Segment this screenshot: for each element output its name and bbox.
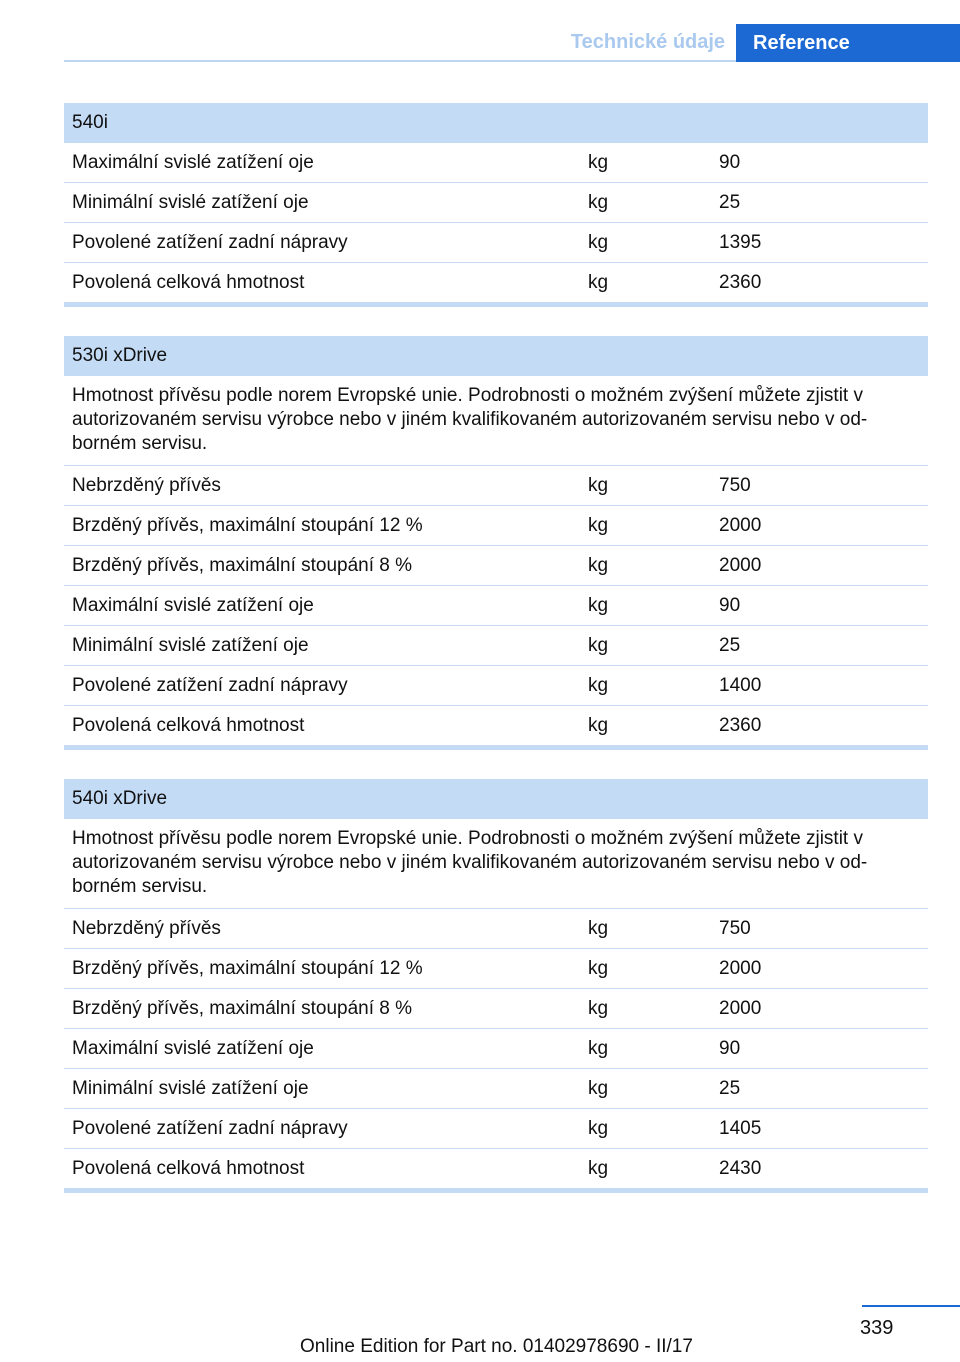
row-label: Povolené zatížení zadní nápravy bbox=[72, 675, 348, 696]
row-unit: kg bbox=[588, 555, 609, 576]
row-unit: kg bbox=[588, 152, 609, 173]
row-unit: kg bbox=[588, 918, 609, 939]
row-value: 2000 bbox=[719, 515, 762, 536]
row-unit: kg bbox=[588, 192, 609, 213]
footer-rule bbox=[862, 1305, 960, 1307]
spec-table-540i bbox=[64, 103, 928, 307]
row-label: Brzděný přívěs, maximální stoupání 8 % bbox=[72, 998, 413, 1019]
row-value: 25 bbox=[719, 1078, 741, 1099]
row-label: Povolené zatížení zadní nápravy bbox=[72, 232, 348, 253]
row-unit: kg bbox=[588, 635, 609, 656]
row-label: Povolená celková hmotnost bbox=[72, 1158, 305, 1179]
table-row bbox=[64, 1069, 928, 1109]
row-label: Minimální svislé zatížení oje bbox=[72, 1078, 309, 1099]
row-value: 2000 bbox=[719, 958, 762, 979]
table-note: Hmotnost přívěsu podle norem Evropské unie. Podrobnosti o možném zvýšení můžete zjistit v autorizovaném servisu výrobce nebo v jiném kvalifikovaném autorizovaném servisu nebo v odborném servisu. bbox=[64, 819, 928, 909]
table-row bbox=[64, 949, 928, 989]
header-section-title: Technické údaje bbox=[570, 31, 726, 53]
row-value: 1395 bbox=[719, 232, 762, 253]
row-value: 90 bbox=[719, 1038, 741, 1059]
table-end-rule bbox=[64, 746, 928, 750]
row-unit: kg bbox=[588, 1078, 609, 1099]
table-row bbox=[64, 706, 928, 746]
row-value: 25 bbox=[719, 192, 741, 213]
row-label: Maximální svislé zatížení oje bbox=[72, 1038, 314, 1059]
row-label: Minimální svislé zatížení oje bbox=[72, 192, 309, 213]
row-unit: kg bbox=[588, 272, 609, 293]
row-unit: kg bbox=[588, 595, 609, 616]
table-row bbox=[64, 1149, 928, 1189]
row-value: 25 bbox=[719, 635, 741, 656]
row-value: 750 bbox=[719, 475, 751, 496]
row-value: 90 bbox=[719, 595, 741, 616]
row-unit: kg bbox=[588, 1038, 609, 1059]
table-row bbox=[64, 909, 928, 949]
row-label: Maximální svislé zatížení oje bbox=[72, 595, 314, 616]
row-value: 2360 bbox=[719, 715, 762, 736]
table-row bbox=[64, 223, 928, 263]
table-title: 540i xDrive bbox=[64, 779, 928, 819]
row-unit: kg bbox=[588, 998, 609, 1019]
row-label: Povolená celková hmotnost bbox=[72, 272, 305, 293]
header-tab-reference: Reference bbox=[736, 24, 960, 62]
table-note: Hmotnost přívěsu podle norem Evropské unie. Podrobnosti o možném zvýšení můžete zjistit v autorizovaném servisu výrobce nebo v jiném kvalifikovaném autorizovaném servisu nebo v odborném servisu. bbox=[64, 376, 928, 466]
row-unit: kg bbox=[588, 715, 609, 736]
table-row bbox=[64, 263, 928, 303]
table-end-rule bbox=[64, 1189, 928, 1193]
table-end-rule bbox=[64, 303, 928, 307]
row-label: Brzděný přívěs, maximální stoupání 8 % bbox=[72, 555, 413, 576]
row-value: 750 bbox=[719, 918, 751, 939]
table-row bbox=[64, 466, 928, 506]
row-value: 90 bbox=[719, 152, 741, 173]
table-row bbox=[64, 666, 928, 706]
row-unit: kg bbox=[588, 1118, 609, 1139]
table-row bbox=[64, 506, 928, 546]
row-value: 2000 bbox=[719, 555, 762, 576]
row-label: Nebrzděný přívěs bbox=[72, 918, 221, 939]
row-value: 2000 bbox=[719, 998, 762, 1019]
table-row bbox=[64, 626, 928, 666]
row-value: 1400 bbox=[719, 675, 762, 696]
row-value: 1405 bbox=[719, 1118, 762, 1139]
page-number: 339 bbox=[860, 1317, 894, 1339]
row-label: Minimální svislé zatížení oje bbox=[72, 635, 309, 656]
row-unit: kg bbox=[588, 475, 609, 496]
table-row bbox=[64, 546, 928, 586]
row-unit: kg bbox=[588, 232, 609, 253]
spec-table-530i-xdrive bbox=[64, 336, 928, 750]
table-row bbox=[64, 1109, 928, 1149]
table-title: 530i xDrive bbox=[64, 336, 928, 376]
table-row bbox=[64, 143, 928, 183]
row-unit: kg bbox=[588, 515, 609, 536]
row-unit: kg bbox=[588, 675, 609, 696]
footer-edition: Online Edition for Part no. 01402978690 - II/17 bbox=[300, 1336, 693, 1357]
row-label: Povolená celková hmotnost bbox=[72, 715, 305, 736]
row-label: Povolené zatížení zadní nápravy bbox=[72, 1118, 348, 1139]
row-value: 2360 bbox=[719, 272, 762, 293]
row-value: 2430 bbox=[719, 1158, 762, 1179]
row-label: Maximální svislé zatížení oje bbox=[72, 152, 314, 173]
table-row bbox=[64, 183, 928, 223]
table-title: 540i bbox=[64, 103, 928, 143]
row-unit: kg bbox=[588, 1158, 609, 1179]
spec-table-540i-xdrive bbox=[64, 779, 928, 1193]
row-label: Brzděný přívěs, maximální stoupání 12 % bbox=[72, 958, 423, 979]
table-row bbox=[64, 989, 928, 1029]
table-row bbox=[64, 586, 928, 626]
row-label: Brzděný přívěs, maximální stoupání 12 % bbox=[72, 515, 423, 536]
row-unit: kg bbox=[588, 958, 609, 979]
row-label: Nebrzděný přívěs bbox=[72, 475, 221, 496]
table-row bbox=[64, 1029, 928, 1069]
